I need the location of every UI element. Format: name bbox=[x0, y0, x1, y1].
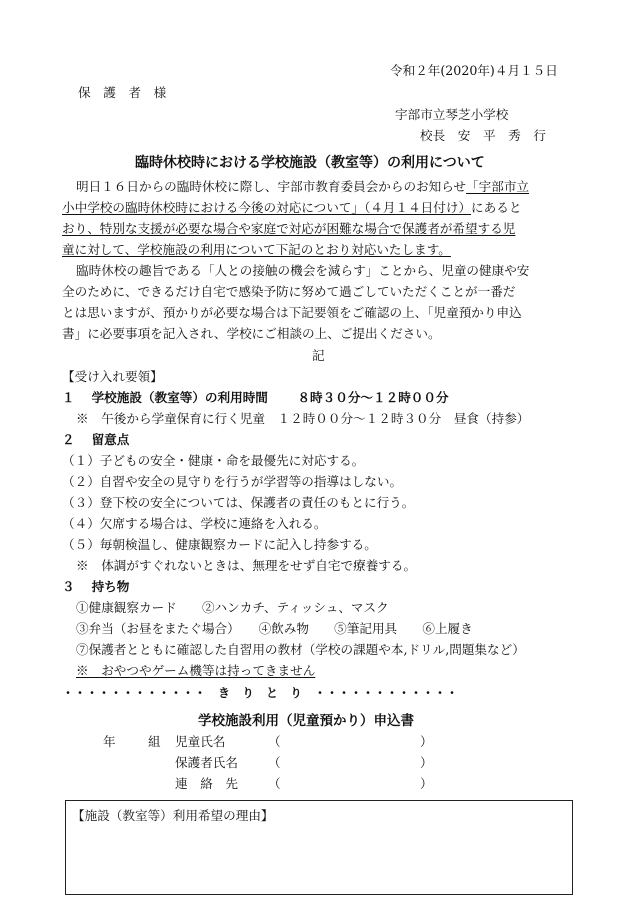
paragraph-1-line-1 bbox=[76, 178, 529, 196]
contact-paren-open: （ bbox=[268, 776, 281, 791]
section-2-item-1: （１）子どもの安全・健康・命を最優先に対応する。 bbox=[62, 453, 365, 468]
child-name-paren-open: （ bbox=[268, 734, 281, 749]
section-2-item-4: （４）欠席する場合は、学校に連絡を入れる。 bbox=[62, 516, 327, 531]
form-title: 学校施設利用（児童預かり）申込書 bbox=[198, 713, 414, 729]
paragraph-1-line-4: 童に対して、学校施設の利用について下記のとおり対応いたします。 bbox=[62, 242, 451, 257]
section-2-item-5: （５）毎朝検温し、健康観察カードに記入し持参する。 bbox=[62, 537, 377, 552]
issue-date: 令和２年(2020年)４月１５日 bbox=[390, 63, 558, 78]
ki-marker: 記 bbox=[312, 348, 325, 363]
section-2-item-2: （２）自習や安全の見守りを行うが学習等の指導はしない。 bbox=[62, 474, 403, 489]
guidelines-heading: 【受け入れ要領】 bbox=[62, 369, 163, 384]
belongings-row-3: ⑦保護者とともに確認した自習用の教材（学校の課題や本,ドリル,問題集など） bbox=[76, 642, 525, 657]
section-2-heading: ２ 留意点 bbox=[62, 432, 130, 447]
page-title: 臨時休校時における学校施設（教室等）の利用について bbox=[135, 155, 485, 171]
text: にあると bbox=[471, 200, 522, 215]
contact-label: 連 絡 先 bbox=[175, 776, 238, 791]
section-2-note: ※ 体調がすぐれないときは、無理をせず自宅で療養する。 bbox=[76, 558, 417, 573]
cut-line: ・・・・・・・・・・・・ き り と り ・・・・・・・・・・・・ bbox=[62, 686, 459, 700]
guardian-name-paren-close: ） bbox=[420, 755, 433, 770]
guardian-name-label: 保護者氏名 bbox=[175, 755, 238, 770]
notice-title-link-part: 「宇部市立 bbox=[466, 179, 529, 194]
paragraph-1-line-2 bbox=[62, 199, 521, 217]
paragraph-2-line-4: 書」に必要事項を記入され、学校にご相談の上、ご提出ください。 bbox=[62, 326, 441, 341]
reason-label: 【施設（教室等）利用希望の理由】 bbox=[72, 808, 274, 823]
belongings-row-1: ①健康観察カード ②ハンカチ、ティッシュ、マスク bbox=[76, 600, 389, 615]
reason-box[interactable] bbox=[65, 800, 573, 895]
child-name-paren-close: ） bbox=[420, 734, 433, 749]
class-label: 組 bbox=[148, 734, 161, 749]
principal-name: 校長 安 平 秀 行 bbox=[420, 128, 546, 143]
text: 明日１６日からの臨時休校に際し、宇部市教育委員会からのお知らせ bbox=[76, 179, 467, 194]
child-name-label: 児童氏名 bbox=[175, 734, 226, 749]
section-2-item-3: （３）登下校の安全については、保護者の責任のもとに行う。 bbox=[62, 495, 415, 510]
school-name: 宇部市立琴芝小学校 bbox=[395, 107, 509, 122]
year-label: 年 bbox=[103, 734, 116, 749]
section-1-note: ※ 午後から学童保育に行く児童 １２時００分～１２時３０分 昼食（持参） bbox=[76, 411, 530, 426]
paragraph-1-line-3: おり、特別な支援が必要な場合や家庭で対応が困難な場合で保護者が希望する児 bbox=[62, 221, 516, 236]
paragraph-2-line-3: とは思いますが、預かりが必要な場合は下記要領をご確認の上、「児童預かり申込 bbox=[62, 305, 522, 320]
notice-title: 小中学校の臨時休校時における今後の対応について」 bbox=[62, 200, 364, 215]
contact-paren-close: ） bbox=[420, 776, 433, 791]
paragraph-2-line-1: 臨時休校の趣旨である「人との接触の機会を減らす」ことから、児童の健康や安 bbox=[76, 263, 530, 278]
guardian-name-paren-open: （ bbox=[268, 755, 281, 770]
belongings-note: ※ おやつやゲーム機等は持ってきません bbox=[76, 663, 316, 678]
paragraph-2-line-2: 全のために、できるだけ自宅で感染予防に努めて過ごしていただくことが一番だ bbox=[62, 284, 516, 299]
addressee: 保 護 者 様 bbox=[78, 85, 167, 100]
section-3-heading: ３ 持ち物 bbox=[62, 579, 130, 594]
notice-date: （４月１４日付け） bbox=[364, 200, 472, 215]
belongings-row-2: ③弁当（お昼をまたぐ場合） ④飲み物 ⑤筆記用具 ⑥上履き bbox=[76, 621, 473, 636]
section-1-heading: １ 学校施設（教室等）の利用時間 ８時３０分～１２時００分 bbox=[62, 390, 449, 405]
